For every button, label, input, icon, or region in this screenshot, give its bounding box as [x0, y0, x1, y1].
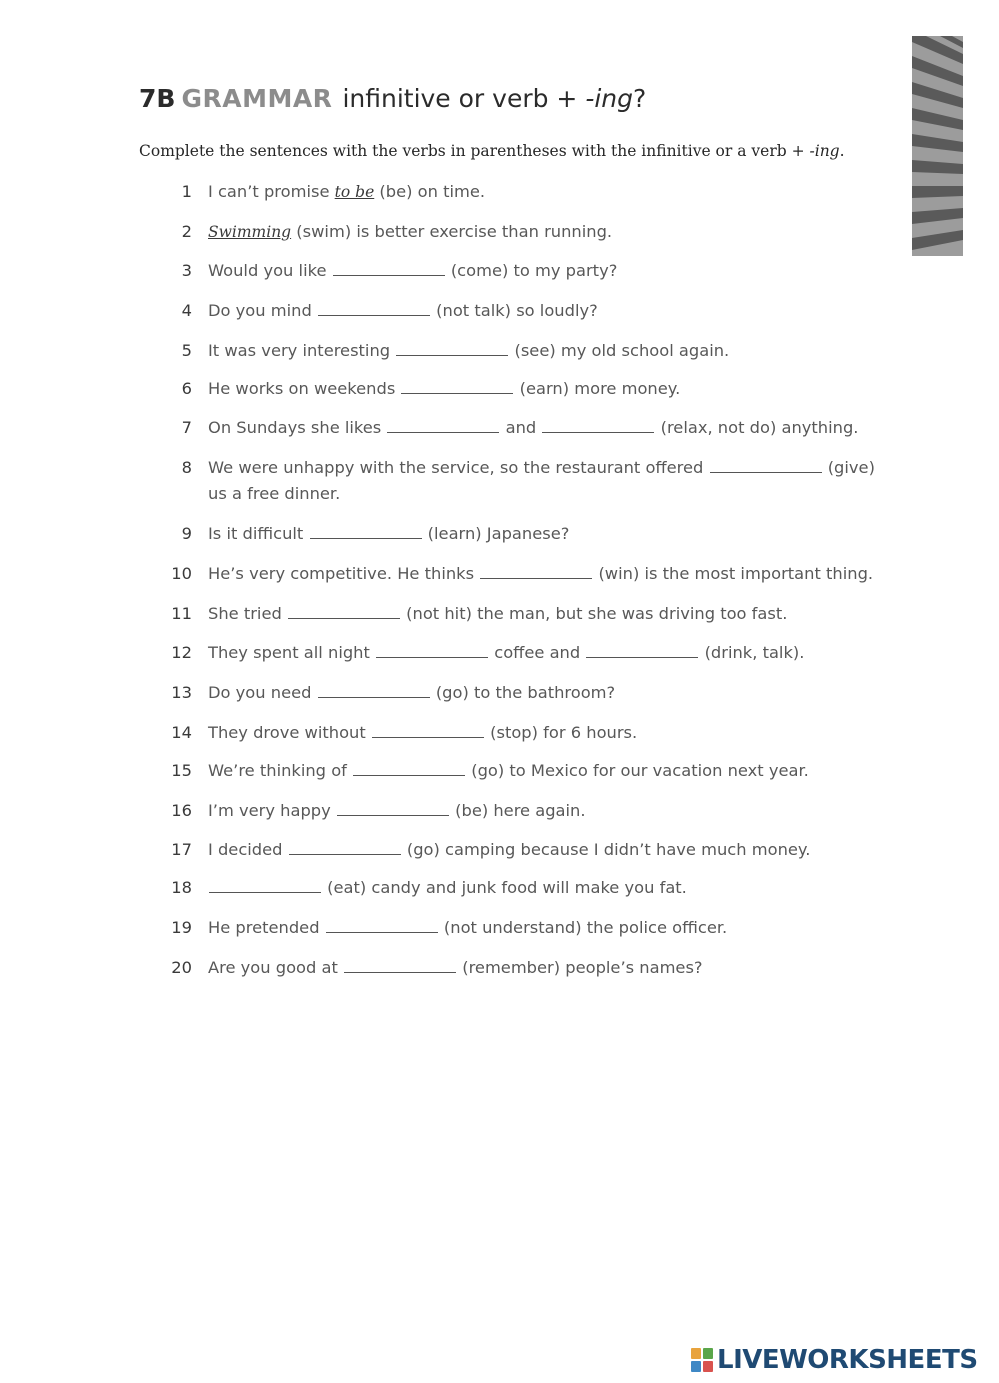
- item-text: (see) my old school again.: [509, 341, 730, 360]
- item-number: 1: [181, 182, 192, 201]
- item-number: 16: [171, 801, 192, 820]
- item-number: 10: [171, 564, 192, 583]
- item-text: Would you like: [208, 261, 332, 280]
- item-text: She tried: [208, 604, 287, 623]
- answer-blank[interactable]: [289, 840, 401, 855]
- answer-blank[interactable]: [209, 878, 321, 893]
- exercise-item-20: [150, 955, 870, 981]
- answer-blank[interactable]: [542, 418, 654, 433]
- example-answer: Swimming: [208, 223, 292, 241]
- item-text: (be) here again.: [449, 801, 586, 820]
- answer-blank[interactable]: [372, 723, 484, 738]
- instructions-ing: -ing: [809, 142, 840, 160]
- item-text: We’re thinking of: [208, 761, 353, 780]
- exercise-item-14: [150, 720, 870, 746]
- item-number: 15: [171, 761, 192, 780]
- exercise-item-4: [150, 298, 870, 324]
- item-text: I can’t promise: [208, 182, 335, 201]
- item-number: 11: [171, 604, 192, 623]
- exercise-item-19: [150, 915, 870, 941]
- liveworksheets-logo[interactable]: [691, 1344, 991, 1376]
- example-answer: to be: [334, 183, 375, 201]
- item-text: (eat) candy and junk food will make you fat.: [322, 878, 687, 897]
- exercise-item-12: [150, 640, 870, 666]
- answer-blank[interactable]: [353, 761, 465, 776]
- item-text: I’m very happy: [208, 801, 336, 820]
- item-number: 6: [181, 379, 192, 398]
- item-text: They drove without: [208, 723, 371, 742]
- item-text: He’s very competitive. He thinks: [208, 564, 480, 583]
- item-text: (learn) Japanese?: [422, 524, 570, 543]
- item-number: 19: [171, 918, 192, 937]
- item-text: (give): [822, 458, 875, 477]
- item-number: 2: [181, 222, 192, 241]
- decorative-stripe-block: [912, 36, 963, 256]
- exercise-item-9: [150, 521, 870, 547]
- item-text: (go) camping because I didn’t have much money.: [401, 840, 811, 859]
- answer-blank[interactable]: [326, 918, 438, 933]
- instructions: [139, 142, 845, 160]
- item-text: Are you good at: [208, 958, 344, 977]
- answer-blank[interactable]: [710, 458, 822, 473]
- instructions-text: Complete the sentences with the verbs in parentheses with the infinitive or a verb +: [139, 142, 810, 160]
- exercise-item-16: [150, 798, 870, 824]
- item-text: (not hit) the man, but she was driving too fast.: [400, 604, 788, 623]
- item-text: They spent all night: [208, 643, 376, 662]
- item-text: (be) on time.: [374, 182, 486, 201]
- item-text: and: [500, 418, 542, 437]
- item-number: 7: [181, 418, 192, 437]
- item-number: 8: [181, 458, 192, 477]
- item-text: (not understand) the police officer.: [438, 918, 728, 937]
- item-text: I decided: [208, 840, 288, 859]
- section-label: GRAMMAR: [181, 84, 333, 113]
- item-number: 3: [181, 261, 192, 280]
- exercise-item-18: [150, 875, 870, 901]
- answer-blank[interactable]: [318, 683, 430, 698]
- item-number: 9: [181, 524, 192, 543]
- item-text: He works on weekends: [208, 379, 401, 398]
- item-text: (go) to the bathroom?: [430, 683, 616, 702]
- topic-text: infinitive or verb +: [342, 84, 586, 113]
- page-title: [139, 84, 646, 113]
- item-number: 12: [171, 643, 192, 662]
- answer-blank[interactable]: [333, 261, 445, 276]
- answer-blank[interactable]: [387, 418, 499, 433]
- exercise-item-15: [150, 758, 870, 784]
- exercise-item-17: [150, 837, 870, 863]
- exercise-item-8: [150, 455, 875, 507]
- instructions-end: .: [839, 142, 845, 160]
- item-text: Do you mind: [208, 301, 317, 320]
- item-text: (relax, not do) anything.: [655, 418, 859, 437]
- exercise-item-3: [150, 258, 870, 284]
- item-number: 17: [171, 840, 192, 859]
- item-text: coffee and: [489, 643, 586, 662]
- answer-blank[interactable]: [337, 801, 449, 816]
- item-text: He pretended: [208, 918, 325, 937]
- item-text: Is it difficult: [208, 524, 309, 543]
- answer-blank[interactable]: [586, 643, 698, 658]
- item-text: (remember) people’s names?: [457, 958, 703, 977]
- topic-ing: -ing: [585, 84, 634, 113]
- answer-blank[interactable]: [376, 643, 488, 658]
- item-number: 13: [171, 683, 192, 702]
- item-number: 18: [171, 878, 192, 897]
- answer-blank[interactable]: [288, 604, 400, 619]
- exercise-item-5: [150, 338, 870, 364]
- item-text: It was very interesting: [208, 341, 396, 360]
- exercise-item-11: [150, 601, 870, 627]
- exercise-item-7: [150, 415, 870, 441]
- exercise-item-6: [150, 376, 870, 402]
- topic-question-mark: ?: [633, 84, 647, 113]
- item-text: (drink, talk).: [699, 643, 805, 662]
- answer-blank[interactable]: [310, 524, 422, 539]
- answer-blank[interactable]: [480, 564, 592, 579]
- item-text: (come) to my party?: [445, 261, 618, 280]
- item-text: (stop) for 6 hours.: [484, 723, 638, 742]
- liveworksheets-logo-icon: [691, 1348, 713, 1372]
- item-number: 4: [181, 301, 192, 320]
- exercise-item-2: [150, 219, 870, 245]
- item-text: (win) is the most important thing.: [593, 564, 874, 583]
- item-number: 14: [171, 723, 192, 742]
- item-text: (swim) is better exercise than running.: [291, 222, 613, 241]
- item-text: (not talk) so loudly?: [430, 301, 598, 320]
- item-number: 20: [171, 958, 192, 977]
- answer-blank[interactable]: [401, 379, 513, 394]
- exercise-item-13: [150, 680, 870, 706]
- answer-blank[interactable]: [396, 341, 508, 356]
- item-number: 5: [181, 341, 192, 360]
- item-text-continued: us a free dinner.: [208, 484, 341, 503]
- item-text: On Sundays she likes: [208, 418, 387, 437]
- answer-blank[interactable]: [318, 301, 430, 316]
- unit-code: 7B: [139, 84, 176, 113]
- exercise-item-1: [150, 179, 870, 205]
- exercise-item-10: [150, 561, 874, 587]
- answer-blank[interactable]: [344, 958, 456, 973]
- item-text: (go) to Mexico for our vacation next year.: [466, 761, 809, 780]
- item-text: Do you need: [208, 683, 317, 702]
- item-text: We were unhappy with the service, so the restaurant offered: [208, 458, 709, 477]
- liveworksheets-logo-text: LIVEWORKSHEETS: [717, 1345, 978, 1375]
- item-text: (earn) more money.: [514, 379, 681, 398]
